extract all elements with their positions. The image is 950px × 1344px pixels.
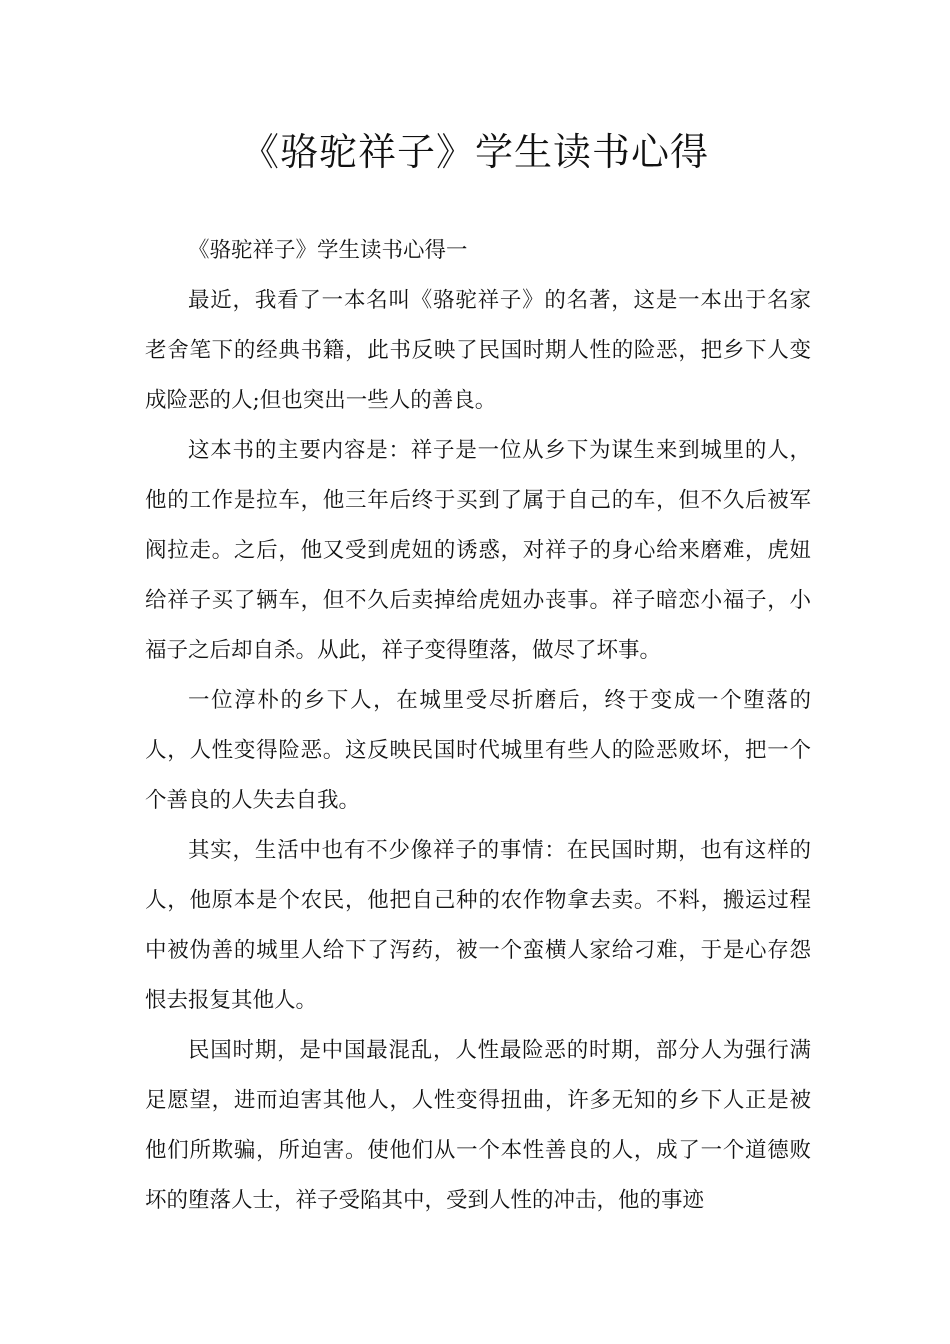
section-heading: 《骆驼祥子》学生读书心得一 (188, 238, 468, 263)
paragraph: 这本书的主要内容是：祥子是一位从乡下为谋生来到城里的人，他的工作是拉车，他三年后终于买到了属于自己的车，但不久后被军阀拉走。之后，他又受到虎妞的诱惑，对祥子的身心给来磨难，虎妞给祥子买了辆车，但不久后卖掉给虎妞办丧事。祥子暗恋小福子，小福子之后却自杀。从此，祥子变得堕落，做尽了坏事。 (145, 438, 811, 663)
paragraph: 一位淳朴的乡下人，在城里受尽折磨后，终于变成一个堕落的人，人性变得险恶。这反映民国时代城里有些人的险恶败坏，把一个个善良的人失去自我。 (145, 688, 811, 813)
document-body (145, 226, 811, 1226)
paragraph: 最近，我看了一本名叫《骆驼祥子》的名著，这是一本出于名家老舍笔下的经典书籍，此书反映了民国时期人性的险恶，把乡下人变成险恶的人;但也突出一些人的善良。 (145, 288, 811, 413)
paragraph: 民国时期，是中国最混乱，人性最险恶的时期，部分人为强行满足愿望，进而迫害其他人，人性变得扭曲，许多无知的乡下人正是被他们所欺骗，所迫害。使他们从一个本性善良的人，成了一个道德败坏的堕落人士，祥子受陷其中，受到人性的冲击，他的事迹 (145, 1038, 811, 1213)
document-title: 《骆驼祥子》学生读书心得 (240, 130, 709, 174)
paragraph: 其实，生活中也有不少像祥子的事情：在民国时期，也有这样的人，他原本是个农民，他把自己种的农作物拿去卖。不料，搬运过程中被伪善的城里人给下了泻药，被一个蛮横人家给刁难，于是心存怨恨去报复其他人。 (145, 838, 811, 1013)
